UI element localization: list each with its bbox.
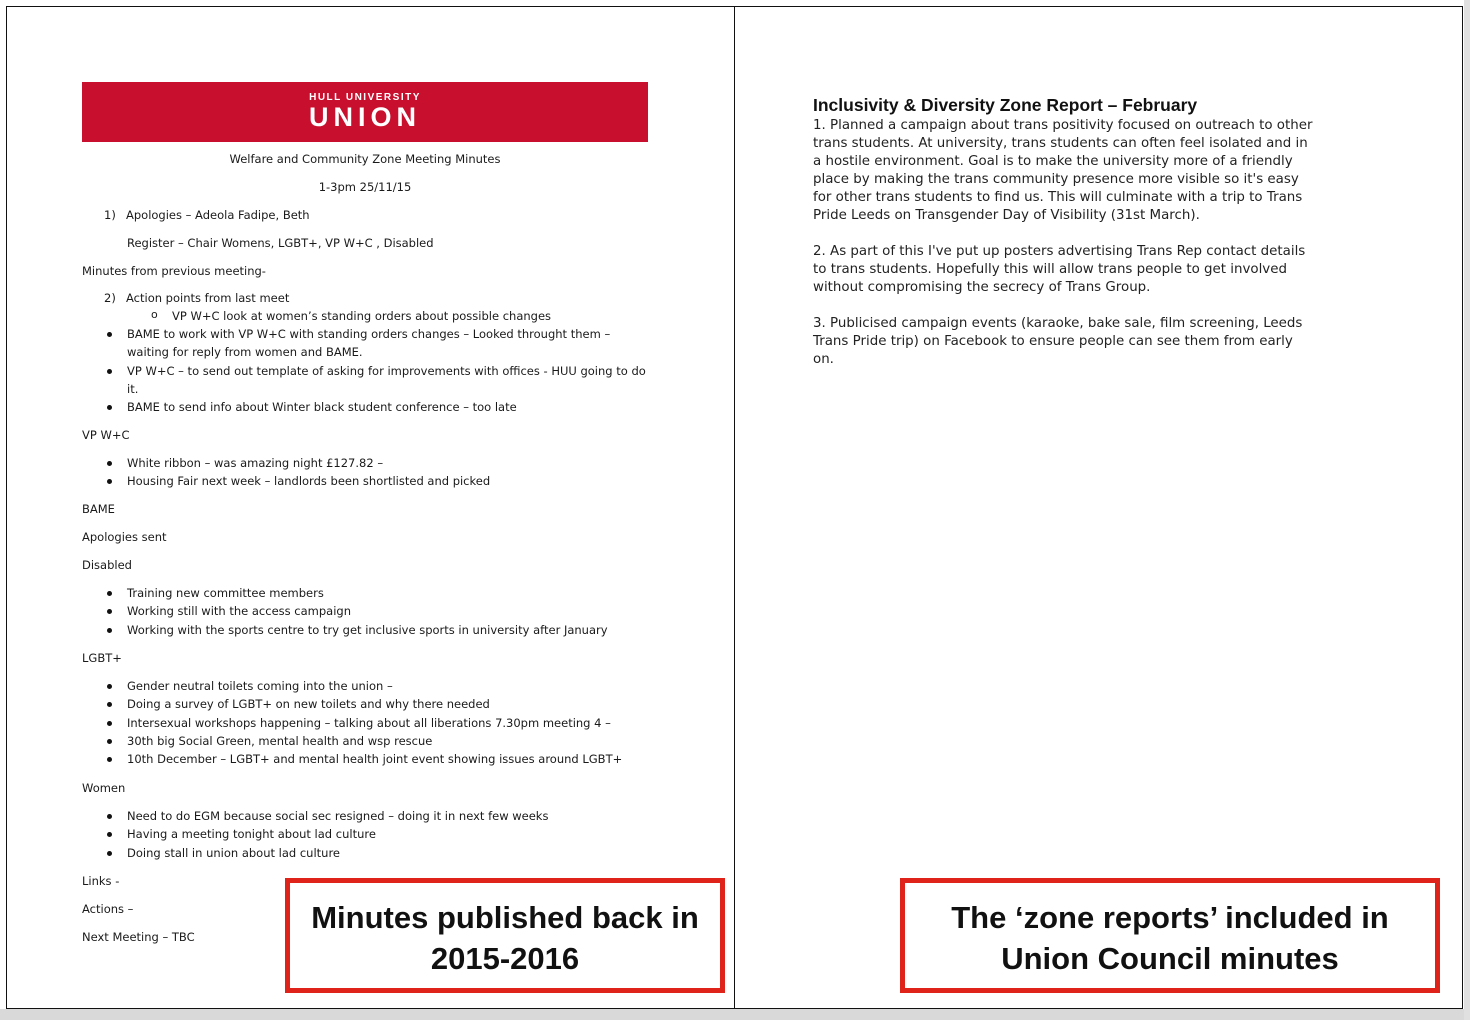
lgbt-bullet-list	[104, 677, 622, 768]
item-text: Apologies – Adeola Fadipe, Beth	[126, 208, 310, 222]
logo-big-text: UNION	[309, 102, 421, 132]
callout-zone-reports	[900, 878, 1440, 993]
bame-text: Apologies sent	[82, 530, 167, 544]
list-item: Doing a survey of LGBT+ on new toilets and why there needed	[104, 695, 622, 713]
callout-line: 2015-2016	[430, 941, 580, 976]
disabled-heading: Disabled	[82, 558, 132, 572]
callout-line: Union Council minutes	[1001, 941, 1339, 976]
item-apologies	[82, 206, 310, 224]
list-item: Working still with the access campaign	[104, 602, 608, 620]
logo-small-text: HULL UNIVERSITY	[309, 92, 421, 103]
list-item: Training new committee members	[104, 584, 608, 602]
report-title: Inclusivity & Diversity Zone Report – February	[813, 95, 1198, 115]
callout-line: The ‘zone reports’ included in	[951, 900, 1389, 935]
list-item: Working with the sports centre to try get inclusive sports in university after January	[104, 621, 608, 639]
bottom-strip	[0, 1009, 1470, 1020]
list-item: BAME to send info about Winter black student conference – too late	[104, 398, 647, 416]
right-edge	[1464, 0, 1470, 1020]
lgbt-heading: LGBT+	[82, 651, 122, 665]
callout-minutes	[285, 878, 725, 993]
report-paragraph: 1. Planned a campaign about trans positivity focused on outreach to other trans students. At university, trans students can often feel isolated and in a hostile environment. Goal is to make the university more of a friendly place by making the trans community presence more visible so it's easy for other trans students to find us. This will culminate with a trip to Trans Pride Leeds on Transgender Day of Visibility (31st March).	[813, 118, 1313, 223]
women-bullet-list	[104, 807, 548, 862]
list-item: 10th December – LGBT+ and mental health joint event showing issues around LGBT+	[104, 750, 622, 768]
item-action-points	[82, 289, 289, 307]
links-line: Links -	[82, 874, 120, 888]
sub-item: o VP W+C look at women’s standing orders about possible changes	[172, 307, 551, 325]
bame-heading: BAME	[82, 502, 115, 516]
actions-line: Actions –	[82, 902, 134, 916]
minutes-title: Welfare and Community Zone Meeting Minutes	[229, 152, 501, 166]
list-item: VP W+C – to send out template of asking for improvements with offices - HUU going to do it.	[104, 362, 647, 399]
list-item: Need to do EGM because social sec resigned – doing it in next few weeks	[104, 807, 548, 825]
next-meeting-line: Next Meeting – TBC	[82, 930, 195, 944]
report-paragraph: 3. Publicised campaign events (karaoke, bake sale, film screening, Leeds Trans Pride trip) on Facebook to ensure people can see them from early on.	[813, 316, 1303, 367]
report-paragraph: 2. As part of this I've put up posters advertising Trans Rep contact details to trans students. Hopefully this will allow trans people to get involved without compromising the secrecy of Trans Group.	[813, 244, 1306, 295]
zone-report	[813, 94, 1413, 387]
item-number: 1)	[104, 208, 116, 222]
item-number: 2)	[104, 291, 116, 305]
list-item: White ribbon – was amazing night £127.82 –	[104, 454, 490, 472]
list-item: BAME to work with VP W+C with standing orders changes – Looked throught them – waiting for reply from women and BAME.	[104, 325, 647, 362]
list-item: Intersexual workshops happening – talking about all liberations 7.30pm meeting 4 –	[104, 714, 622, 732]
list-item: Doing stall in union about lad culture	[104, 844, 548, 862]
women-heading: Women	[82, 781, 126, 795]
disabled-bullet-list	[104, 584, 608, 639]
callout-line: Minutes published back in	[311, 900, 699, 935]
list-item: 30th big Social Green, mental health and wsp rescue	[104, 732, 622, 750]
list-item: Housing Fair next week – landlords been shortlisted and picked	[104, 472, 490, 490]
vpwc-bullet-list	[104, 454, 490, 491]
item-text: Action points from last meet	[126, 291, 290, 305]
previous-minutes-heading: Minutes from previous meeting-	[82, 264, 266, 278]
union-logo-banner	[82, 82, 648, 142]
list-item: Having a meeting tonight about lad culture	[104, 825, 548, 843]
register-line: Register – Chair Womens, LGBT+, VP W+C , Disabled	[127, 236, 434, 250]
minutes-time: 1-3pm 25/11/15	[318, 180, 412, 194]
action-bullet-list	[104, 325, 647, 416]
vpwc-heading: VP W+C	[82, 428, 130, 442]
list-item: Gender neutral toilets coming into the union –	[104, 677, 622, 695]
